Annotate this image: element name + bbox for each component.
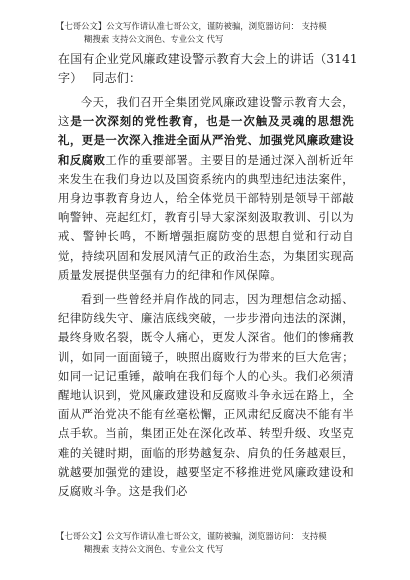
paragraph-1-opening: 今天，我们召开全集团党风廉政建设警示教育大会，这 [58,95,354,129]
header-note-line-1: 【七哥公文】公文写作请认准七哥公文，谨防被骗，浏览器访问： 支持模 [56,21,327,31]
document-title-block [58,50,358,88]
footer-note-line-2: 糊搜索 支持公文润色、专业公文 代写 [84,544,224,554]
header-watermark-note [56,20,356,46]
document-title: 在国有企业党风廉政建设警示教育大会上的讲话（3141字） [58,52,358,85]
header-note-line-2: 糊搜索 支持公文润色、专业公文 代写 [84,34,224,44]
document-body [58,93,354,506]
footer-note-line-1: 【七哥公文】公文写作请认准七哥公文，谨防被骗，浏览器访问： 支持模 [56,531,327,541]
paragraph-1-bold-emphasis: 是一次深刻的党性教育，也是一次触及灵魂的思想洗礼，更是一次深入推进全面从严治党、加强党风廉政建设和反腐败 [58,114,354,167]
paragraph-2: 看到一些曾经并肩作战的同志，因为理想信念动摇、纪律防线失守、廉洁底线突破，一步步滑向违法的深渊，最终身败名裂，既令人痛心，更发人深省。他们的惨痛教训，如同一面面镜子，映照出腐败行为带来的巨大危害；如同一记记重锤，敲响在我们每个人的心头。我们必须清醒地认识到，党风廉政建设和反腐败斗争永远在路上，全面从严治党决不能有丝毫松懈，正风肃纪反腐决不能有半点手软。当前，集团正处在深化改革、转型升级、攻坚克难的关键时期，面临的形势越复杂、肩负的任务越艰巨，就越要加强党的建设，越要坚定不移推进党风廉政建设和反腐败斗争。这是我们必 [58,292,354,499]
paragraph-1 [58,93,354,285]
paragraph-1-rest: 工作的重要部署。主要目的是通过深入剖析近年来发生在我们身边以及国资系统内的典型违纪违法案件，用身边事教育身边人，给全体党员干部特别是领导干部敲响警钟、亮起红灯，教育引导大家深刻汲取教训、引以为戒、警钟长鸣，不断增强拒腐防变的思想自觉和行动自觉，持续巩固和发展风清气正的政治生态，为集团实现高质量发展提供坚强有力的纪律和作风保障。 [58,152,354,282]
greeting: 同志们： [92,71,142,85]
footer-watermark-note [56,530,356,556]
